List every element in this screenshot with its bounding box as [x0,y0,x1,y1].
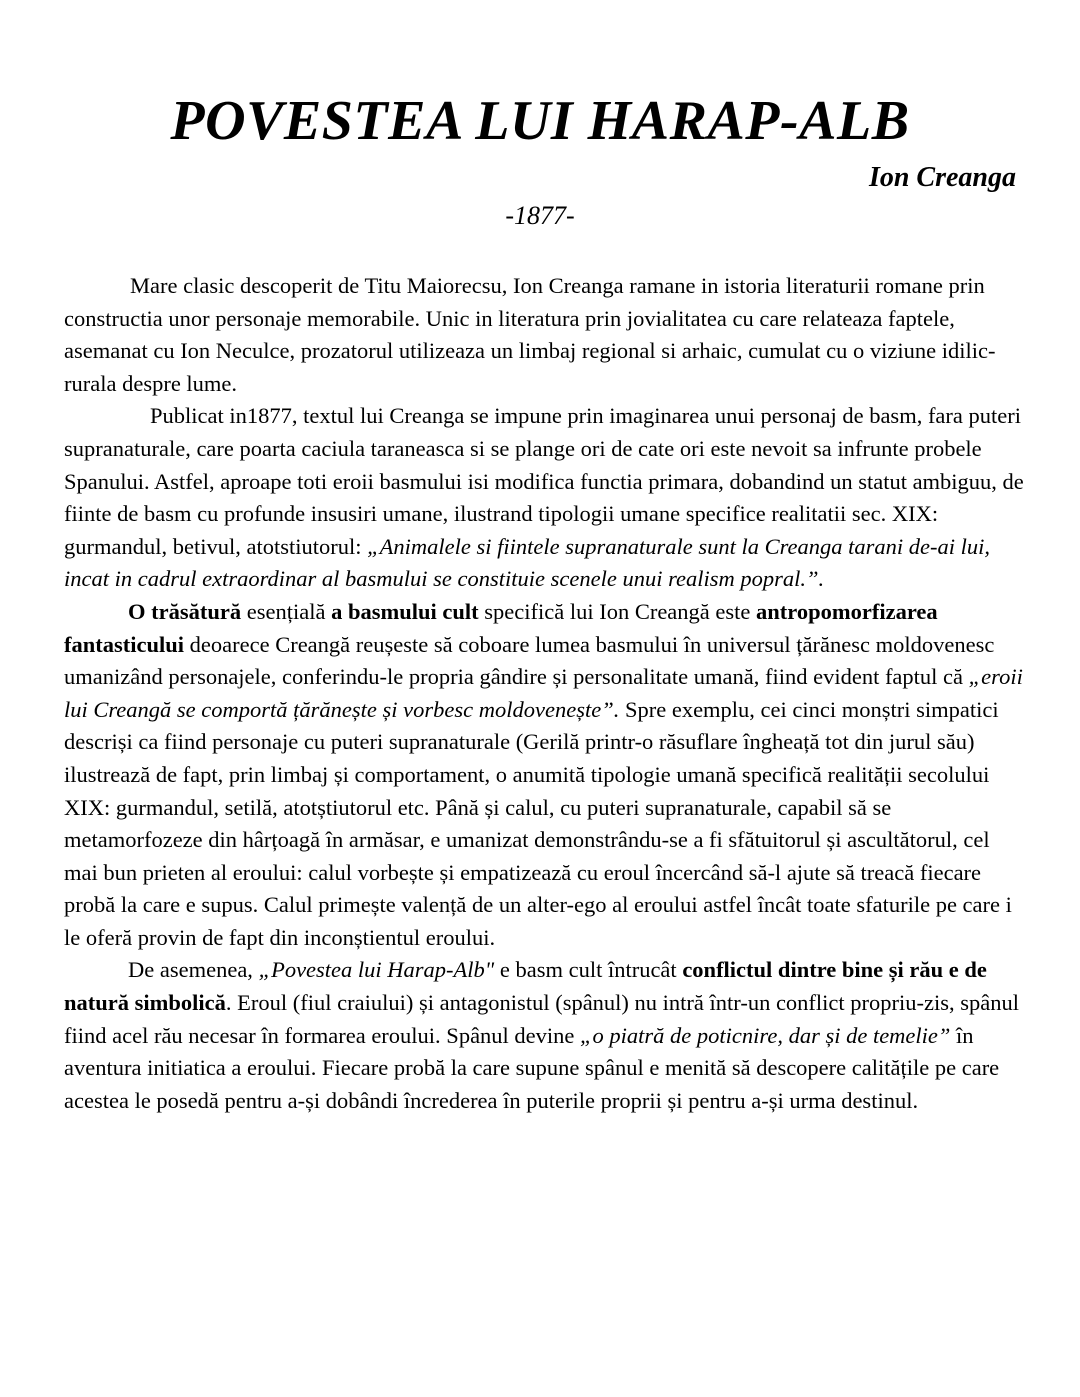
paragraph-2 [64,400,1024,596]
paragraph-text: specifică lui Ion Creangă este [478,598,757,624]
bold-phrase: O trăsătură [128,598,242,624]
bold-phrase: antropomorfizarea fantasticului [64,598,938,657]
paragraph-text: e basm cult întrucât [494,957,683,983]
paragraph-1 [64,270,1024,400]
bold-phrase: a [331,598,343,624]
bold-phrase: basmului cult [347,598,479,624]
quotation: „Animalele si fiintele supranaturale sunt la Creanga tarani de-ai lui, incat in cadrul extraordinar al basmului se constituie scenele unui realism popral.”. [64,533,990,592]
paragraph-text: în aventura initiatica a eroului. Fiecare probă la care supune spânul e menită să descopere calitățile pe care acestea le posedă pentru a-și dobândi încrederea în puterile proprii și pentru a-și urma destinul. [64,1022,1000,1113]
author-name: Ion Creanga [868,162,1016,193]
paragraph-text: De asemenea, [128,957,259,983]
paragraph-text: Publicat in1877, textul lui Creanga se impune prin imaginarea unui personaj de basm, fara puteri supranaturale, care poarta caciula taraneasca si se plange ori de cate ori este nevoit sa infrunte probele Spanului. Astfel, aproape toti eroii basmului isi modifica functia primara, dobandind un statut ambiguu, de fiinte de basm cu profunde insusiri umane, ilustrand tipologii umane specifice realitatii sec. XIX: gurmandul, betivul, atotstiutorul: [64,403,1024,559]
document-title: POVESTEA LUI HARAP-ALB [170,90,910,152]
quotation: „eroii lui Creangă se comportă țărănește și vorbesc moldovenește”. [64,664,1023,722]
quotation: „Povestea lui Harap-Alb" [258,957,495,983]
paragraph-text: . Eroul (fiul craiului) și antagonistul (spânul) nu intră într-un conflict propriu-zis, spânul fiind acel rău necesar în formarea eroului. Spânul devine [64,990,1020,1048]
paragraph-text: Spre exemplu, cei cinci monștri simpatici descriși ca fiind personaje cu puteri supranaturale (Gerilă printr-o răsuflare îngheață tot din jurul său) ilustrează de fapt, prin limbaj și comportament, o anumită tipologie umană specifică realității secolului XIX: gurmandul, setilă, atotștiutorul etc. Până și calul, cu puteri supranaturale, capabil să se metamorfozeze din hârțoagă în armăsar, e umanizat demonstrându-se a fi sfătuitorul și ascultătorul, cel mai bun prieten al eroului: calul vorbește și empatizează cu eroul încercând să-l ajute să treacă fiecare probă la care e supus. Calul primește valență de un alter-ego al eroului astfel încât toate sfaturile pe care i le oferă provin de fapt din inconștientul eroului. [64,696,1012,950]
quotation: „o piatră de poticnire, dar și de temelie” [580,1022,951,1048]
paragraph-4 [64,954,1024,1117]
bold-phrase: conflictul dintre bine și rău e de natură simbolică [64,957,987,1016]
paragraph-text: Mare clasic descoperit de Titu Maiorecsu, Ion Creanga ramane in istoria literaturii romane prin constructia unor personaje memorabile. Unic in literatura prin jovialitatea cu care relateaza faptele, asemanat cu Ion Neculce, prozatorul utilizeaza un limbaj regional si arhaic, cumulat cu o viziune idilic-rurala despre lume. [64,273,996,396]
paragraph-text: deoarece Creangă reușeste să coboare lumea basmului în universul țărănesc moldovenesc umanizând personajele, conferindu-le propria gândire și personalitate umană, fiind evident faptul că [64,631,995,690]
paragraph-3 [64,596,1024,955]
paragraph-text: esențială [241,598,332,624]
body-text [64,270,1024,1117]
publication-year: -1877- [505,201,575,230]
